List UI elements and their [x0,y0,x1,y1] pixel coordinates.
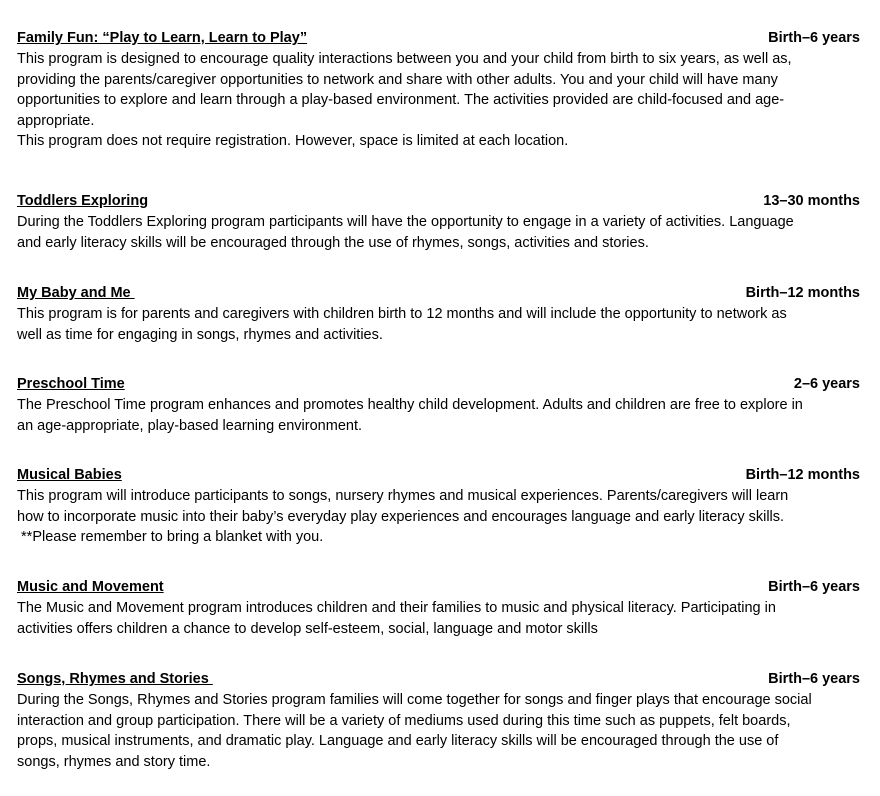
program-title: Preschool Time [17,376,125,392]
description-line: This program is for parents and caregivers with children birth to 12 months and will include the opportunity to network as [17,306,787,322]
program-description [17,49,860,152]
program-age-range: Birth–12 months [745,467,860,483]
program-title: Musical Babies [17,467,122,483]
description-line: props, musical instruments, and dramatic play. Language and early literacy skills will be encouraged through the use of [17,733,779,750]
program-header [17,577,860,598]
description-line: During the Toddlers Exploring program participants will have the opportunity to engage in a variety of activities. Language [17,214,794,230]
description-line: **Please remember to bring a blanket with you. [17,529,324,546]
program-list [17,28,860,773]
description-line: appropriate. [17,112,95,129]
program-description [17,304,860,345]
program-my-baby-and-me [17,283,860,374]
program-title: Songs, Rhymes and Stories [17,671,213,687]
description-line: The Preschool Time program enhances and promotes healthy child development. Adults and children are free to explore in [17,397,803,413]
description-line: The Music and Movement program introduces children and their families to music and physical literacy. Participating in [17,600,776,616]
program-header [17,191,860,212]
description-line: During the Songs, Rhymes and Stories program families will come together for songs and finger plays that encourage social [17,692,812,708]
description-line: This program is designed to encourage quality interactions between you and your child from birth to six years, as well as, [17,51,792,67]
description-line: well as time for engaging in songs, rhymes and activities. [17,326,383,343]
program-description [17,486,860,548]
program-description [17,690,860,772]
program-header [17,465,860,486]
program-description [17,212,860,253]
program-age-range: Birth–6 years [768,671,860,687]
description-line: opportunities to explore and learn through a play-based environment. The activities provided are child-focused and age- [17,92,785,109]
description-line: This program will introduce participants to songs, nursery rhymes and musical experiences. Parents/caregivers will learn [17,488,789,504]
program-header [17,28,860,49]
program-age-range: Birth–12 months [745,285,860,301]
program-title: My Baby and Me [17,285,135,301]
program-header [17,283,860,304]
description-line: an age-appropriate, play-based learning environment. [17,417,362,434]
program-title: Music and Movement [17,579,164,595]
description-line: and early literacy skills will be encouraged through the use of rhymes, songs, activities and stories. [17,234,649,251]
program-age-range: 13–30 months [763,193,860,209]
program-description [17,395,860,436]
program-title: Family Fun: “Play to Learn, Learn to Play” [17,30,308,46]
program-musical-babies [17,465,860,577]
program-age-range: Birth–6 years [768,30,860,46]
description-line: songs, rhymes and story time. [17,753,211,770]
program-header [17,374,860,395]
program-title: Toddlers Exploring [17,193,149,209]
program-age-range: 2–6 years [793,376,860,392]
program-family-fun [17,28,860,191]
description-line: interaction and group participation. There will be a variety of mediums used during this time such as puppets, felt boards, [17,712,791,729]
program-description [17,598,860,639]
program-preschool-time [17,374,860,465]
description-line: This program does not require registration. However, space is limited at each location. [17,133,569,150]
program-music-and-movement [17,577,860,669]
description-line: providing the parents/caregiver opportunities to network and share with other adults. You and your child will have many [17,71,778,88]
program-age-range: Birth–6 years [768,579,860,595]
program-toddlers-exploring [17,191,860,283]
description-line: activities offers children a chance to develop self-esteem, social, language and motor skills [17,620,598,637]
program-header [17,669,860,690]
description-line: how to incorporate music into their baby’s everyday play experiences and encourages language and early literacy skills. [17,508,785,525]
program-songs-rhymes-stories [17,669,860,773]
